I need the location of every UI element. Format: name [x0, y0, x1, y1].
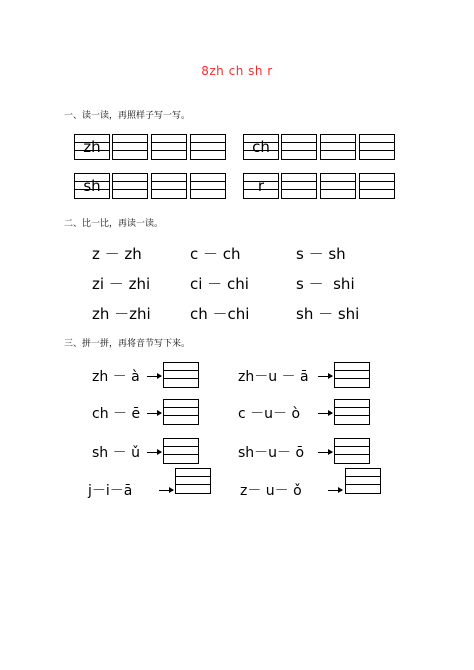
- spell-item: zh－u － ā: [238, 369, 309, 385]
- page-title: 8zh ch sh r: [201, 64, 273, 78]
- write-grid[interactable]: [190, 173, 226, 199]
- spell-item: ch － ē: [92, 406, 141, 422]
- sample-text-r: r: [257, 177, 265, 195]
- answer-box[interactable]: [163, 438, 199, 464]
- spell-item: sh－u－ ō: [238, 445, 305, 461]
- arrow-icon: [318, 452, 332, 453]
- compare-pair: c － ch: [190, 245, 241, 263]
- answer-box[interactable]: [163, 399, 199, 425]
- compare-pair: s － sh: [296, 245, 346, 263]
- write-grid[interactable]: [359, 134, 395, 160]
- write-grid[interactable]: [190, 134, 226, 160]
- write-grid[interactable]: [281, 134, 317, 160]
- sample-text-sh: sh: [83, 177, 101, 195]
- arrow-icon: [147, 452, 161, 453]
- answer-box[interactable]: [345, 468, 381, 494]
- answer-box[interactable]: [334, 362, 370, 388]
- section3-heading: 三、拼一拼，再将音节写下来。: [64, 339, 191, 349]
- write-grid[interactable]: [112, 173, 148, 199]
- arrow-icon: [147, 376, 161, 377]
- sample-text-ch: ch: [252, 138, 270, 156]
- sample-grid-r: [243, 173, 279, 199]
- arrow-icon: [159, 490, 173, 491]
- spell-item: sh － ǔ: [92, 445, 140, 461]
- write-grid[interactable]: [281, 173, 317, 199]
- answer-box[interactable]: [163, 362, 199, 388]
- write-grid[interactable]: [320, 173, 356, 199]
- compare-pair: ch －chi: [190, 305, 250, 323]
- answer-box[interactable]: [175, 468, 211, 494]
- arrow-icon: [318, 376, 332, 377]
- answer-box[interactable]: [334, 438, 370, 464]
- arrow-icon: [318, 413, 332, 414]
- spell-item: c －u－ ò: [238, 406, 301, 422]
- compare-pair: sh － shi: [296, 305, 360, 323]
- arrow-icon: [328, 490, 342, 491]
- write-grid[interactable]: [151, 134, 187, 160]
- spell-item: zh － à: [92, 369, 140, 385]
- spell-item: j－i－ā: [88, 483, 133, 499]
- write-grid[interactable]: [151, 173, 187, 199]
- section2-heading: 二、比一比，再读一读。: [64, 219, 164, 229]
- write-grid[interactable]: [359, 173, 395, 199]
- sample-text-zh: zh: [83, 138, 101, 156]
- write-grid[interactable]: [112, 134, 148, 160]
- compare-pair: zh －zhi: [92, 305, 151, 323]
- arrow-icon: [147, 413, 161, 414]
- compare-pair: z － zh: [92, 245, 142, 263]
- compare-pair: ci － chi: [190, 275, 249, 293]
- write-grid[interactable]: [320, 134, 356, 160]
- sample-grid-ch: [243, 134, 279, 160]
- section1-heading: 一、读一读，再照样子写一写。: [64, 111, 191, 121]
- answer-box[interactable]: [334, 399, 370, 425]
- spell-item: z－ u－ ǒ: [240, 483, 302, 499]
- compare-pair: zi － zhi: [92, 275, 151, 293]
- compare-pair: s － shi: [296, 275, 355, 293]
- sample-grid-sh: [74, 173, 110, 199]
- sample-grid-zh: [74, 134, 110, 160]
